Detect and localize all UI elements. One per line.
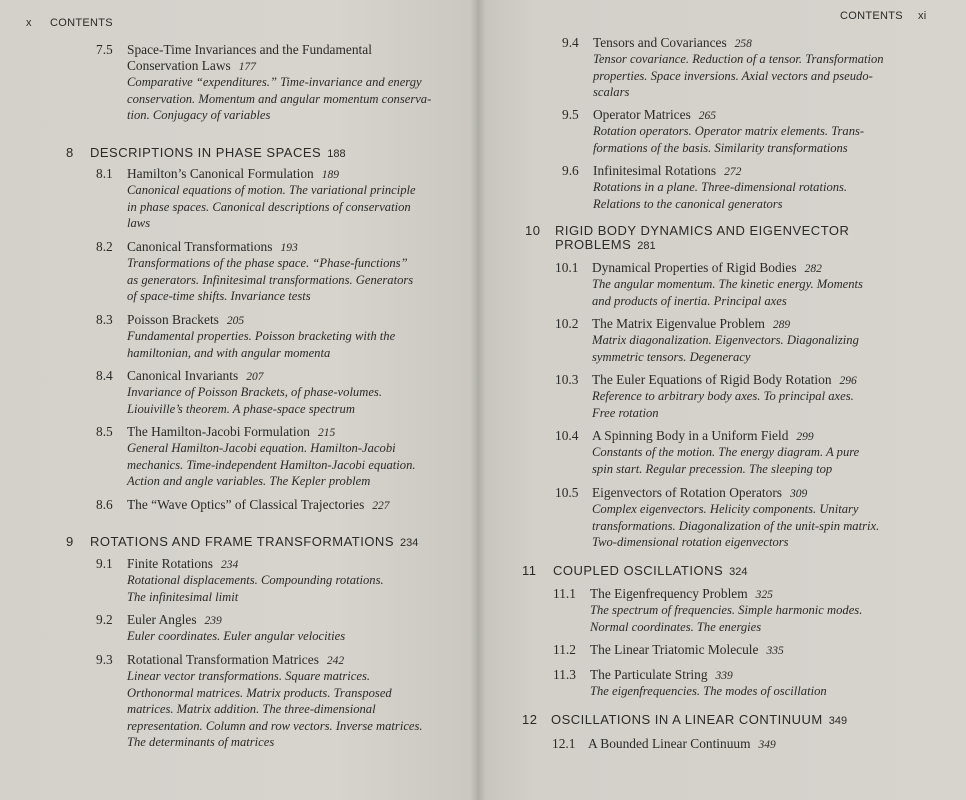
section-title: Rotational Transformation Matrices 242 bbox=[127, 652, 345, 667]
section-page: 325 bbox=[755, 589, 773, 601]
section-desc-line: The eigenfrequencies. The modes of oscillation bbox=[590, 684, 827, 698]
section-number: 8.2 bbox=[96, 239, 113, 254]
chapter-page: 324 bbox=[729, 566, 748, 578]
section-number: 10.4 bbox=[555, 428, 579, 443]
section-title: Tensors and Covariances 258 bbox=[593, 35, 752, 50]
section-title: Operator Matrices 265 bbox=[593, 107, 717, 122]
section-page: 349 bbox=[758, 739, 776, 751]
section-number: 9.5 bbox=[562, 107, 579, 122]
section-desc-line: of space-time shifts. Invariance tests bbox=[127, 289, 311, 303]
section-desc-line: Euler coordinates. Euler angular velocities bbox=[127, 629, 346, 643]
chapter-page: 188 bbox=[327, 148, 346, 160]
section-page: 227 bbox=[372, 500, 390, 512]
section-title: The Matrix Eigenvalue Problem 289 bbox=[592, 316, 791, 331]
section-desc-line: Relations to the canonical generators bbox=[593, 196, 783, 211]
section-page: 282 bbox=[804, 263, 822, 275]
section-number: 10.3 bbox=[555, 372, 579, 387]
left-running-head: CONTENTS bbox=[50, 17, 113, 29]
section-title: A Spinning Body in a Uniform Field 299 bbox=[592, 428, 814, 443]
section-title: Hamilton’s Canonical Formulation 189 bbox=[127, 166, 339, 181]
section-title: The Hamilton-Jacobi Formulation 215 bbox=[127, 424, 336, 439]
section-desc-line: The spectrum of frequencies. Simple harmonic modes. bbox=[590, 603, 863, 617]
section-desc-line: and products of inertia. Principal axes bbox=[592, 293, 787, 308]
section-number: 11.1 bbox=[553, 586, 576, 601]
section-title: Canonical Invariants 207 bbox=[127, 368, 264, 383]
left-page bbox=[0, 0, 478, 800]
chapter-title: COUPLED OSCILLATIONS 324 bbox=[553, 563, 748, 578]
section-number: 8.5 bbox=[96, 424, 113, 439]
section-desc-line: The infinitesimal limit bbox=[127, 589, 239, 604]
section-desc-line: Rotational displacements. Compounding rotations. bbox=[127, 573, 384, 587]
section-desc-line: Liouiville’s theorem. A phase-space spectrum bbox=[127, 401, 355, 416]
section-title: Eigenvectors of Rotation Operators 309 bbox=[592, 485, 808, 500]
section-number: 11.2 bbox=[553, 642, 576, 657]
section-page: 193 bbox=[280, 242, 298, 254]
section-desc-line: in phase spaces. Canonical descriptions of conservation bbox=[127, 199, 411, 214]
section-page: 335 bbox=[766, 645, 784, 657]
section-desc-line: The determinants of matrices bbox=[127, 735, 275, 749]
section-desc-line: Constants of the motion. The energy diagram. A pure bbox=[592, 445, 860, 459]
section-desc-line: formations of the basis. Similarity transformations bbox=[593, 140, 848, 155]
chapter-page: 281 bbox=[637, 240, 656, 252]
section-desc-line: transformations. Diagonalization of the unit-spin matrix. bbox=[592, 518, 880, 533]
section-desc-line: mechanics. Time-independent Hamilton-Jacobi equation. bbox=[127, 457, 416, 472]
chapter-title: RIGID BODY DYNAMICS AND EIGENVECTOR bbox=[555, 223, 850, 238]
section-desc-line: Canonical equations of motion. The variational principle bbox=[127, 183, 416, 197]
chapter-page: 234 bbox=[400, 537, 419, 549]
section-desc-line: conservation. Momentum and angular momentum conserva- bbox=[127, 91, 432, 106]
section-number: 8.1 bbox=[96, 166, 113, 181]
section-desc-line: spin start. Regular precession. The sleeping top bbox=[592, 461, 833, 476]
section-desc-line: Reference to arbitrary body axes. To principal axes. bbox=[592, 389, 854, 403]
section-page: 339 bbox=[715, 670, 733, 682]
section-desc-line: Normal coordinates. The energies bbox=[590, 619, 762, 634]
chapter-page: 349 bbox=[828, 715, 848, 727]
book-gutter-shadow bbox=[470, 0, 486, 800]
section-page: 242 bbox=[326, 655, 345, 667]
section-number: 9.3 bbox=[96, 652, 113, 667]
section-desc-line: tion. Conjugacy of variables bbox=[127, 108, 271, 122]
section-page: 299 bbox=[796, 431, 814, 443]
section-desc-line: Transformations of the phase space. “Phase-functions” bbox=[127, 256, 408, 270]
section-desc-line: General Hamilton-Jacobi equation. Hamilton-Jacobi bbox=[127, 441, 396, 455]
section-title: The Euler Equations of Rigid Body Rotation 296 bbox=[592, 372, 857, 387]
section-desc-line: Rotations in a plane. Three-dimensional rotations. bbox=[593, 180, 848, 194]
section-page: 309 bbox=[790, 488, 808, 500]
section-page: 215 bbox=[317, 427, 336, 439]
section-desc-line: Matrix diagonalization. Eigenvectors. Diagonalizing bbox=[592, 333, 859, 347]
section-page: 289 bbox=[772, 319, 791, 331]
section-title: The Particulate String 339 bbox=[590, 667, 733, 682]
section-title: A Bounded Linear Continuum 349 bbox=[588, 736, 776, 751]
section-desc-line: Comparative “expenditures.” Time-invariance and energy bbox=[127, 75, 422, 89]
section-number: 9.2 bbox=[96, 612, 113, 627]
chapter-title: OSCILLATIONS IN A LINEAR CONTINUUM 349 bbox=[551, 712, 848, 727]
section-page: 296 bbox=[839, 375, 857, 387]
section-number: 9.6 bbox=[562, 163, 579, 178]
section-desc-line: as generators. Infinitesimal transformations. Generators bbox=[127, 272, 414, 287]
section-page: 272 bbox=[724, 166, 742, 178]
chapter-title-cont: PROBLEMS 281 bbox=[555, 237, 656, 252]
chapter-number: 12 bbox=[522, 712, 538, 727]
right-page bbox=[478, 0, 966, 800]
section-desc-line: Two-dimensional rotation eigenvectors bbox=[592, 535, 789, 549]
section-desc-line: symmetric tensors. Degeneracy bbox=[592, 349, 751, 364]
section-number: 8.4 bbox=[96, 368, 113, 383]
left-folio: x bbox=[26, 17, 32, 29]
section-desc-line: Linear vector transformations. Square matrices. bbox=[127, 669, 371, 683]
section-title-cont: Conservation Laws 177 bbox=[127, 58, 257, 73]
section-desc-line: Fundamental properties. Poisson bracketing with the bbox=[127, 329, 396, 343]
section-desc-line: laws bbox=[127, 216, 151, 230]
section-number: 10.1 bbox=[555, 260, 579, 275]
section-number: 9.4 bbox=[562, 35, 579, 50]
section-page: 177 bbox=[238, 61, 257, 73]
section-number: 9.1 bbox=[96, 556, 113, 571]
section-desc-line: matrices. Matrix addition. The three-dimensional bbox=[127, 702, 376, 716]
section-number: 8.6 bbox=[96, 497, 113, 512]
section-title: Space-Time Invariances and the Fundamental bbox=[127, 42, 372, 57]
section-number: 11.3 bbox=[553, 667, 576, 682]
section-title: Canonical Transformations 193 bbox=[127, 239, 298, 254]
section-page: 234 bbox=[220, 559, 239, 571]
section-title: Infinitesimal Rotations 272 bbox=[593, 163, 742, 178]
chapter-title: ROTATIONS AND FRAME TRANSFORMATIONS 234 bbox=[90, 534, 419, 549]
chapter-number: 9 bbox=[66, 534, 74, 549]
chapter-number: 8 bbox=[66, 145, 74, 160]
section-number: 7.5 bbox=[96, 42, 113, 57]
section-desc-line: Orthonormal matrices. Matrix products. Transposed bbox=[127, 685, 392, 700]
section-number: 10.2 bbox=[555, 316, 579, 331]
section-number: 12.1 bbox=[552, 736, 576, 751]
section-title: The “Wave Optics” of Classical Trajectories 227 bbox=[127, 497, 390, 512]
section-desc-line: Rotation operators. Operator matrix elements. Trans- bbox=[593, 124, 865, 138]
section-page: 265 bbox=[698, 110, 717, 122]
section-desc-line: representation. Column and row vectors. Inverse matrices. bbox=[127, 718, 423, 733]
section-title: Poisson Brackets 205 bbox=[127, 312, 245, 327]
section-page: 205 bbox=[226, 315, 245, 327]
section-desc-line: Invariance of Poisson Brackets, of phase-volumes. bbox=[127, 385, 382, 399]
chapter-title: DESCRIPTIONS IN PHASE SPACES 188 bbox=[90, 145, 346, 160]
section-number: 8.3 bbox=[96, 312, 113, 327]
section-title: The Linear Triatomic Molecule 335 bbox=[590, 642, 784, 657]
section-desc-line: The angular momentum. The kinetic energy. Moments bbox=[592, 277, 863, 291]
section-page: 189 bbox=[321, 169, 339, 181]
section-page: 239 bbox=[204, 615, 222, 627]
chapter-number: 10 bbox=[525, 223, 541, 238]
section-title: The Eigenfrequency Problem 325 bbox=[590, 586, 773, 601]
section-title: Finite Rotations 234 bbox=[127, 556, 239, 571]
section-title: Dynamical Properties of Rigid Bodies 282 bbox=[592, 260, 822, 275]
right-running-head: CONTENTS bbox=[840, 10, 903, 22]
chapter-number: 11 bbox=[522, 563, 537, 578]
section-desc-line: Free rotation bbox=[592, 405, 659, 420]
section-title: Euler Angles 239 bbox=[127, 612, 222, 627]
section-number: 10.5 bbox=[555, 485, 579, 500]
section-page: 258 bbox=[734, 38, 752, 50]
section-page: 207 bbox=[246, 371, 264, 383]
section-desc-line: properties. Space inversions. Axial vectors and pseudo- bbox=[593, 68, 873, 83]
section-desc-line: Action and angle variables. The Kepler problem bbox=[127, 474, 371, 488]
section-desc-line: scalars bbox=[593, 85, 630, 99]
right-folio: xi bbox=[918, 10, 927, 22]
section-desc-line: Tensor covariance. Reduction of a tensor. Transformation bbox=[593, 52, 884, 66]
section-desc-line: hamiltonian, and with angular momenta bbox=[127, 345, 331, 360]
section-desc-line: Complex eigenvectors. Helicity components. Unitary bbox=[592, 502, 859, 516]
